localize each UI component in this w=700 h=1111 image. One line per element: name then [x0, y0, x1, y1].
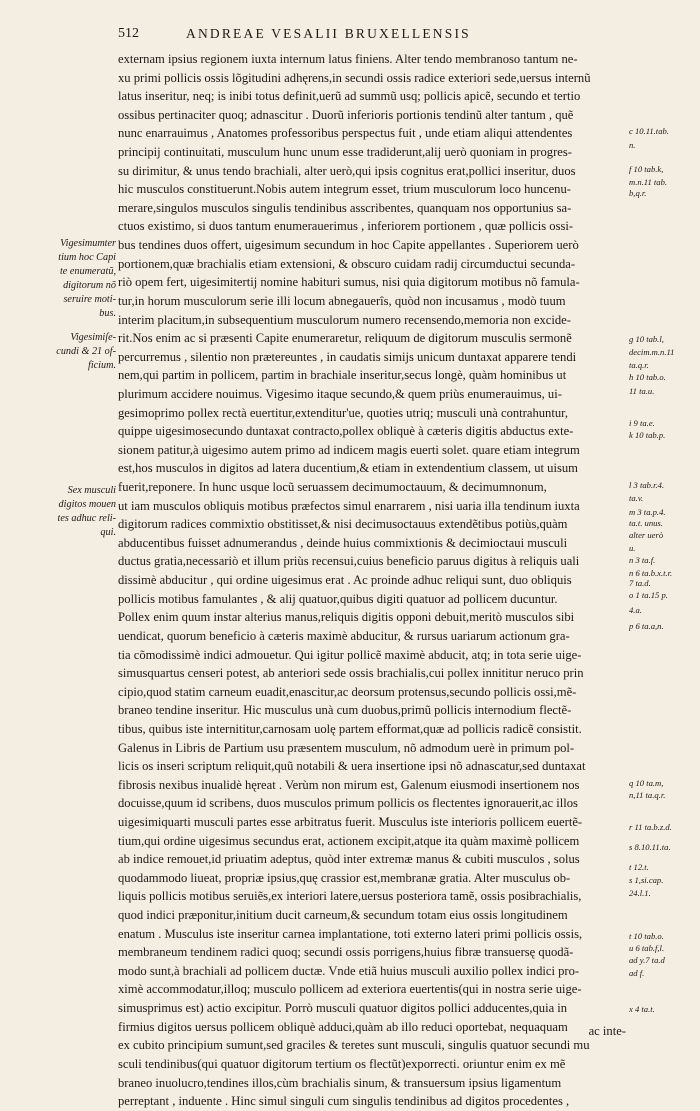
right-margin-note: ta.t. unus.: [629, 518, 663, 528]
text-line: Galenus in Libris de Partium usu præsentem musculum, nõ admodum uerè in primum pol-: [118, 740, 575, 755]
right-margin-note: n.: [629, 140, 636, 150]
right-margin-note: k 10 tab.p.: [629, 430, 666, 440]
left-margin-note: Vigesimumter tium hoc Capi te enumeratũ, digitorum nõ seruire moti- bus.: [58, 238, 116, 319]
text-line: abducentibus fuisset adnumerandus , deinde huius commixtionis & decimioctaui musculi: [118, 535, 568, 550]
right-margin-note: s 8.10.11.ta.: [629, 842, 671, 852]
text-line: rit.Nos enim ac si præsenti Capite enumeraretur, reliquum de digitorum musculis sermonẽ: [118, 331, 572, 346]
left-margin-note: Vigesimiſe- cundi & 21 of- ficium.: [56, 332, 116, 371]
text-line: nem,qui partim in pollicem, partim in brachiale inseritur,secus longè, quàm hominibus ut: [118, 368, 567, 383]
text-line: braneo tendine inseritur. Hic musculus unà cum duobus,primũ pollicis internodium flectẽ-: [118, 703, 572, 718]
text-line: liquis pollicis motibus seruiẽs,ex interiori latere,uersus posteriora tamẽ, ossis posibrachialis,: [118, 889, 582, 904]
text-line: ductus gratia,necessariò et illum priùs recensui,cuius beneficio paruus digitus à reliquis uali: [118, 554, 580, 569]
text-line: interim placitum,in subsequentium musculorum numero recensendo,memoria non excide-: [118, 312, 571, 327]
text-line: externam ipsius regionem iuxta internum latus finiens. Alter tendo membranoso tantum ne-: [118, 52, 578, 66]
right-margin-note: q 10 ta.m,: [629, 778, 664, 788]
right-margin-note: x 4 ta.t.: [629, 1004, 655, 1014]
text-line: Pollex enim quum instar alterius manus,reliquis digitis opponi debuit,meritò musculos sibi: [118, 610, 575, 625]
right-margin-note: h 10 tab.o.: [629, 372, 666, 382]
text-line: pollicis motibus famulantes , & alij quatuor,quibus digiti quatuor ad pollicem ducuntur.: [118, 591, 558, 606]
right-margin-note: g 10 tab.l,: [629, 334, 664, 344]
text-line: sionem patitur,à uigesimo autem primo ad indicem magis euerti solet. quare etiam integrum: [118, 442, 580, 457]
right-margin-note: p 6 ta.a,n.: [629, 621, 664, 631]
left-margin-note: Sex musculi digitos mouen tes adhuc reli- qui.: [57, 485, 116, 538]
text-line: ut iam musculos obliquis motibus præfectos simul enarrarem , nisi uaria illa tendinum iuxta: [118, 498, 580, 513]
text-line: firmius digitos uersus pollicem obliquè adduci,quàm ab illo reduci oportebat, nequaquam: [118, 1019, 568, 1034]
right-margin-note: 7 ta.d.: [629, 578, 651, 588]
text-line: tia cõmodissimè indici admouetur. Qui igitur pollicẽ maximè abducit, atq; in tota serie uige-: [118, 647, 582, 662]
page-number: 512: [118, 26, 139, 41]
text-line: xu primi pollicis ossis lõgitudini adhęrens,in secundi ossis radice exteriori sede,uersus internũ: [118, 70, 591, 85]
text-line: sculi tendinibus(qui quatuor digitorum tertium os flectũt)exporrecti. oriuntur enim ex mẽ: [118, 1056, 566, 1071]
text-line: quodammodo liueat, propriæ ipsius,quę crassior est,membranæ gratia. Alter musculus ob-: [118, 870, 571, 885]
text-line: fuerit,reponere. In hunc usque locũ seruassem decimumoctauum, & decimumnonum,: [118, 480, 547, 495]
text-line: portionem,quæ brachialis etiam extensioni, & obscuro cuidam radij circumductui secunda-: [118, 256, 576, 271]
right-margin-note: n 6 ta.b.x.t.r.: [629, 568, 673, 578]
text-line: perreptant , induente . Hinc simul singuli cum singulis tendinibus ad digitos procedentes ,: [118, 1094, 570, 1109]
text-line: enatum . Musculus iste inseritur carnea implantatione, toti externo lateri primi pollicis ossis,: [118, 926, 583, 941]
right-margin-note: m.n.11 tab.: [629, 177, 668, 187]
right-margin-note: 11 ta.u.: [629, 386, 655, 396]
text-line: ctuos existimo, si duos tantum enumerauerimus , inferiorem portionem , quæ pollicis ossi-: [118, 219, 574, 234]
main-text-column: [118, 50, 628, 1111]
right-margin-note: 24.l.1.: [629, 888, 651, 898]
right-margin-note: ta.q.r.: [629, 360, 649, 370]
text-line: gesimoprimo pollex rectà euertitur,extenditur'ue, quoties utriq; musculi unà contrahuntur,: [118, 405, 568, 420]
catchword: ac inte-: [588, 1024, 626, 1038]
right-margin-note: n,11 ta.q.r.: [629, 790, 666, 800]
text-line: braneo inuolucro,tendines illos,cùm brachialis sinum, & transuersum ipsius ligamentum: [118, 1075, 562, 1090]
text-line: fibrosis nexibus inualidè hęreat . Verùm non mirum est, Galenum eiusmodi insertionem nos: [118, 777, 580, 792]
right-margin-note: u.: [629, 543, 636, 553]
text-line: simusprimus est) actio excipitur. Porrò musculi quatuor digitos pollici adducentes,quia in: [118, 1001, 568, 1016]
text-line: simusquartus censeri potest, ab anteriori sede ossis brachialis,cui pollex innititur neruco prin: [118, 666, 584, 681]
right-margin-note: m 3 ta.p.4.: [629, 507, 666, 517]
right-margin-note: decim.m.n.11: [629, 347, 675, 357]
right-margin-note: ad f.: [629, 968, 645, 978]
text-line: plurimum accidere nouimus. Vigesimo itaque secundo,& quem priùs enumerauimus, ui-: [118, 386, 562, 401]
text-line: tium,qui ordine uigesimus secundus erat, actionem excipit,atque ita quàm maximè pollicem: [118, 833, 580, 848]
text-line: modo sunt,à brachiali ad pollicem ductæ. Vnde etiã huius musculi auxilio pollex indici pro-: [118, 963, 580, 978]
right-margin-note: t 12.t.: [629, 862, 649, 872]
text-line: su dirimitur, & unus tendo brachiali, alter uerò,qui ipsis cognitus erat,pollici inseritur, duos: [118, 163, 576, 178]
text-line: cipio,quod statim carneum euadit,enascitur,ac deorsum protensus,secundo pollicis ossi,mẽ-: [118, 684, 577, 699]
text-line: uendicat, quorum beneficio à cæteris maximè abducitur, & rursus uariarum actionum gra-: [118, 628, 570, 643]
right-margin-note: t 10 tab.o.: [629, 931, 664, 941]
text-line: ximè accommodatur,illoq; musculo pollicem ad exteriora euertentis(qui in nostra serie uige-: [118, 982, 582, 997]
right-margin-note: i 9 ta.e.: [629, 418, 655, 428]
text-line: tibus, quibus iste internititur,carnosam uolę partem efformat,quæ ad pollicis radicẽ consistit.: [118, 721, 582, 736]
text-line: principij continuitati, musculum hunc unum esse tradiderunt,alij uerò quoniam in progres-: [118, 145, 572, 160]
text-line: ossibus pertinaciter quoq; adnascitur . Duorũ inferioris portionis tendinũ alter tantum , quẽ: [118, 107, 574, 122]
text-line: merare,singulos musculos singulis tendinibus asscribentes, quanquam nos opportunius sa-: [118, 200, 572, 215]
page-header: [118, 26, 624, 46]
right-margin-note: r 11 ta.b.z.d.: [629, 822, 672, 832]
text-line: percurremus , silentio non prætereuntes , in caudatis simijs unicum duntaxat apparere tendi: [118, 349, 577, 364]
right-margin-note: c 10.11.tab.: [629, 126, 669, 136]
running-title: ANDREAE VESALII BRUXELLENSIS: [186, 26, 471, 41]
right-margin-note: 4.a.: [629, 605, 642, 615]
text-line: uigesimiquarti musculi partes esse arbitratus fuerit. Musculus iste interioris pollicem euertẽ-: [118, 814, 583, 829]
text-line: hic musculos constituerunt.Nobis autem integrum esset, trium musculorum loco huncenu-: [118, 182, 571, 197]
right-margin-note: ad y.7 ta.d: [629, 955, 665, 965]
text-line: ex cubito principium sumunt,sed graciles & teretes sunt musculi, singulis quatuor secundi mu: [118, 1038, 590, 1053]
right-margin-note: s 1,si.cap.: [629, 875, 664, 885]
text-line: dissimè abducitur , qui ordine uigesimus erat . Ac proinde adhuc reliqui sunt, duo obliquis: [118, 573, 572, 588]
right-margin-note: l 3 tab.r.4.: [629, 480, 665, 490]
text-line: docuisse,quum id scribens, duos musculos primum pollicis os flectentes ignorauerit,ac illos: [118, 796, 578, 811]
right-margin-note: ta.v.: [629, 493, 644, 503]
text-line: ab indice remouet,id priuatim adeptus, quòd inter extremæ manus & cubiti musculos , solus: [118, 852, 580, 867]
text-line: digitorum radices commixtio obstitisset,& nisi decimusoctauus extendẽtibus potiùs,quàm: [118, 517, 568, 532]
text-line: tur,in horum musculorum serie illi locum abnegauerîs, quòd non incusamus , modò tuum: [118, 293, 566, 308]
text-line: latus inseritur, neq; is inibi totus definit,uerũ ad summũ usq; pollicis apicẽ, secundo et tertio: [118, 89, 581, 104]
text-line: quod indici præponitur,initium ducit carneum,& secundum totam eius ossis longitudinem: [118, 908, 568, 923]
text-line: bus tendines duos offert, uigesimum secundum in hoc Capite appellantes . Superiorem uerò: [118, 238, 579, 253]
right-margin-note: alter uerò: [629, 530, 664, 540]
text-line: licis os inseri scriptum reliquit,quũ notabili & uera insertione ipsi nõ adnascatur,sed duntaxat: [118, 759, 586, 774]
right-margin-note: f 10 tab.k,: [629, 164, 664, 174]
text-line: riò opem fert, uigesimitertij nomine habituri sumus, nisi quia digitorum motibus nõ famula-: [118, 275, 580, 290]
right-margin-note: b,q.r.: [629, 188, 647, 198]
text-line: est,hos musculos in digitos ad latera ducentium,& etiam in extendentium classem, ut uisum: [118, 461, 578, 476]
right-margin-note: n 3 ta.f.: [629, 555, 656, 565]
text-line: membraneum tendinem radici quoq; secundi ossis porrigens,huius fibræ transuersę quodã-: [118, 945, 574, 960]
right-margin-note: o 1 ta.15 p.: [629, 590, 668, 600]
text-line: quippe uigesimosecundo duntaxat contracto,pollex obliquè à cæteris digitis abductus exte-: [118, 424, 574, 439]
text-line: nunc enarrauimus , Anatomes professoribus perspectus fuit , unde etiam aliqui attendentes: [118, 126, 573, 141]
right-margin-note: u 6 tab.f,l.: [629, 943, 665, 953]
